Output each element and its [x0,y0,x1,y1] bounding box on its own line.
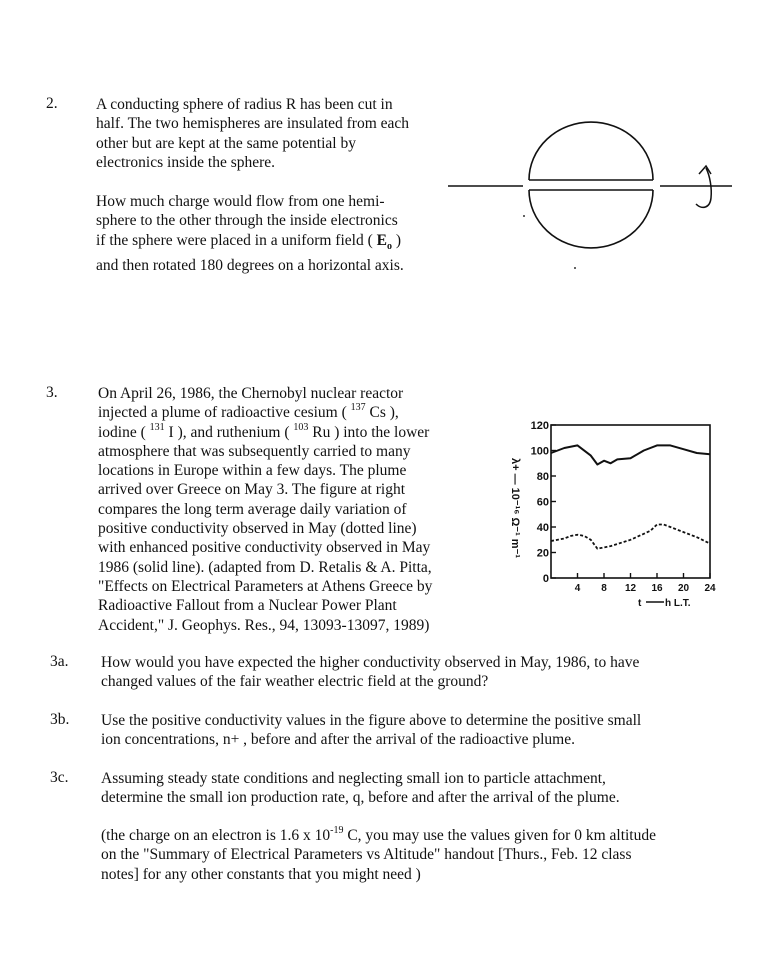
problem-3a-line: How would you have expected the higher conductivity observed in May, 1986, to have [101,654,640,671]
problem-3c-note [101,826,656,884]
problem-3-number: 3. [46,384,58,401]
problem-3-line: arrived over Greece on May 3. The figure at right [98,481,406,499]
speck [523,215,525,217]
question-text: ) [391,231,401,249]
ruthenium-mass-number: 103 [293,421,309,433]
problem-3a-line: changed values of the fair weather electric field at the ground? [101,673,489,691]
problem-3-line: 1986 (solid line). (adapted from D. Retalis & A. Pitta, [98,558,432,576]
plot-frame [551,425,710,578]
x-tick-label: 12 [624,583,637,594]
cesium-mass-number: 137 [350,402,366,414]
x-tick-label: 20 [677,583,690,594]
problem-3c-line: determine the small ion production rate, q, before and after the arrival of the plume. [101,789,620,807]
y-tick-label: 80 [536,471,549,483]
electron-charge-exponent: -19 [330,825,344,836]
problem-3-line [98,403,432,422]
text-fragment: Cs ), [365,404,399,422]
field-subscript: o [386,240,392,252]
problem-2-question-line [96,231,404,256]
problem-3a-number: 3a. [50,653,69,670]
problem-3-line: "Effects on Electrical Parameters at Athens Greece by [98,577,433,595]
problem-3c-line: Assuming steady state conditions and neglecting small ion to particle attachment, [101,770,606,787]
y-axis-label: λ+ — 10⁻¹⁶ Ω⁻¹ m⁻¹ [509,457,521,559]
text-fragment: iodine ( [98,423,150,441]
conductivity-chart [498,410,728,615]
problem-3-line: positive conductivity observed in May (dotted line) [98,520,417,538]
problem-2-question-line: How much charge would flow from one hemi- [96,193,385,210]
problem-3c-number: 3c. [50,769,69,786]
problem-3b-number: 3b. [50,711,70,728]
x-tick-label: 16 [651,583,663,594]
x-tick-label: 4 [574,583,581,594]
lower-hemisphere [529,190,653,248]
problem-3-line: locations in Europe within a few days. The plume [98,462,407,480]
problem-3c-note-line: notes] for any other constants that you might need ) [101,865,421,883]
problem-3-line: Radioactive Fallout from a Nuclear Power Plant [98,597,397,615]
y-tick-label: 60 [536,496,549,509]
problem-3-line: On April 26, 1986, the Chernobyl nuclear reactor [98,385,404,402]
problem-3-text [98,384,432,635]
chart-series [551,445,710,548]
text-fragment: (the charge on an electron is 1.6 x 10 [101,827,331,844]
text-fragment: Ru ) into the lower [308,423,430,441]
problem-2-intro-line: other but are kept at the same potential by [96,134,356,152]
problem-2-intro-line: A conducting sphere of radius R has been cut in [96,96,393,113]
iodine-mass-number: 131 [149,421,165,433]
y-tick-label: 20 [536,547,549,560]
split-sphere-diagram [440,112,740,282]
x-axis-label-right: h L.T. [665,598,691,609]
problem-3-line: atmosphere that was subsequently carried to many [98,442,411,460]
upper-hemisphere [529,122,653,180]
series-line-average [551,525,710,549]
problem-3c-note-line: on the "Summary of Electrical Parameters vs Altitude" handout [Thurs., Feb. 12 class [101,846,632,864]
problem-2-number: 2. [46,95,58,112]
problem-3b-text [101,711,641,750]
x-axis-label-left: t [638,598,642,609]
problem-2-question-line: sphere to the other through the inside electronics [96,212,398,230]
x-tick-label: 8 [601,583,607,594]
y-tick-label: 0 [542,573,549,585]
problem-3b-line: ion concentrations, n+ , before and after the arrival of the radioactive plume. [101,731,575,749]
y-tick-labels [531,420,549,585]
problem-3-line: compares the long term average daily variation of [98,500,407,518]
series-line-1986 [551,445,710,464]
field-symbol: E [376,231,387,249]
problem-2-intro [96,95,409,172]
y-tick-label: 120 [530,420,549,432]
problem-2-question [96,192,404,275]
text-fragment: I ), and ruthenium ( [164,423,294,441]
problem-3a-text [101,653,639,692]
problem-3-line: with enhanced positive conductivity observed in May [98,539,431,557]
problem-3-line: Accident," J. Geophys. Res., 94, 13093-13097, 1989) [98,616,430,634]
problem-3-line [98,423,432,442]
x-tick-labels [575,583,716,594]
rotation-arrow-head-icon [699,166,711,174]
x-tick-label: 24 [704,583,716,594]
problem-3c-text [101,769,620,808]
text-fragment: C, you may use the values given for 0 km altitude [343,827,656,844]
problem-2-intro-line: half. The two hemispheres are insulated from each [96,115,410,133]
chart-axes [551,425,710,578]
problem-3c-note-line [101,826,656,845]
rotation-arrow-icon [696,168,711,207]
y-tick-label: 100 [530,445,549,458]
question-text: if the sphere were placed in a uniform field ( [96,231,377,249]
y-tick-label: 40 [536,522,549,534]
problem-2-intro-line: electronics inside the sphere. [96,153,276,171]
problem-2-question-line: and then rotated 180 degrees on a horizontal axis. [96,256,404,274]
text-fragment: injected a plume of radioactive cesium ( [98,404,351,422]
speck [574,267,576,269]
problem-3b-line: Use the positive conductivity values in the figure above to determine the positive small [101,712,642,729]
